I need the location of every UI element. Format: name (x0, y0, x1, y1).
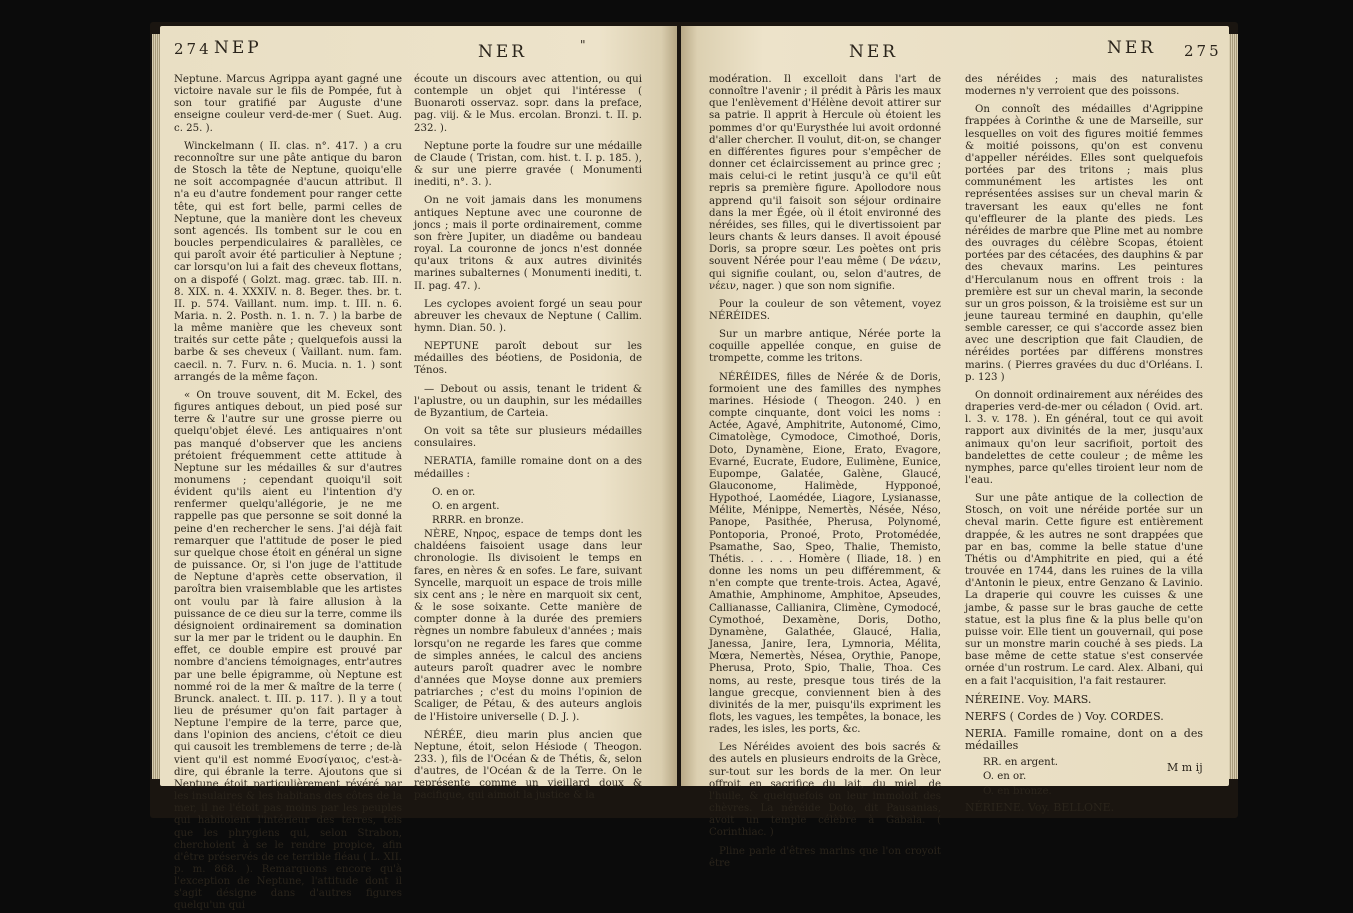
dictionary-entry: NERFS ( Cordes de ) Voy. CORDES. (965, 709, 1164, 723)
left-header-title-2: NER (478, 42, 528, 62)
right-page-number: 275 (1184, 42, 1222, 60)
paragraph: des néréides ; mais des naturalistes modernes n'y verroient que des poissons. (965, 74, 1203, 98)
paragraph: Pour la couleur de son vêtement, voyez NÉRÉIDES. (709, 298, 941, 322)
paragraph: NÉRÉIDES, filles de Nérée & de Doris, formoient une des familles des nymphes marines. Hésiode ( Theogon. 240. ) en compte cinquante, dont voici les noms : Actée, Agavé, Amphitrite, Autonomé, Cimo, Cimatolège, Cymodoce, Cimothoé, Doris, Doto, Dynamène, Eione, Erato, Evagore, Evarné, Eucrate, Eudore, Eulimène, Eunice, Eupompe, Galatée, Galène, Glaucé, Glauconome, Halimède, Hypponoé, Hypothoé, Laomédée, Liagore, Lysianasse, Mélite, Ménippe, Nemertès, Nésée, Néso, Panope, Pasithée, Pherusa, Polynomé, Pontoporia, Pronoé, Proto, Protomédée, Psamathe, Sao, Speo, Thalie, Themisto, Thétis. . . . . . Homère ( Iliade, 18. ) en donne les noms un peu différemment, & n'en compte que trente-trois. Actea, Agavé, Amathie, Amphinome, Amphitoe, Apseudes, Callianasse, Callianira, Climène, Cymodocé, Cymothoé, Dexamène, Doris, Dotho, Dynamène, Galathée, Glaucé, Halia, Janessa, Janire, Iera, Lymnoria, Mélita, Mœra, Nemertès, Nésea, Orythie, Panope, Pherusa, Proto, Spio, Thalie, Thoa. Ces noms, au reste, presque tous tirés de la langue grecque, conviennent bien à des divinités de la mer, puisqu'ils expriment les flots, les vagues, les tempêtes, la bonace, les rades, les isles, les ports, &c. (709, 371, 941, 736)
signature-mark: M m ij (1167, 761, 1203, 774)
paragraph: NÈRE, Νηρος, espace de temps dont les chaldéens faisoient usage dans leur chronologie. Ils divisoient le temps en fares, en nères & en sofes. Le fare, suivant Syncelle, marquoit un espace de trois mille six cent ans ; le nère en marquoit six cent, & le sose soixante. Cette manière de compter donne à la durée des premiers règnes un nombre fabuleux d'années ; mais lorsqu'on ne regarde les fares que comme de simples années, le calcul des anciens auteurs paroît quadrer avec le nombre d'années que Moyse donne aux premiers patriarches ; c'est du moins l'opinion de Scaliger, de Pétau, & des auteurs anglois de l'Histoire universelle ( D. J. ). (414, 529, 642, 723)
right-column-2 (965, 74, 1203, 814)
paragraph: On voit sa tête sur plusieurs médailles consulaires. (414, 426, 642, 450)
paragraph: Les Néréides avoient des bois sacrés & des autels en plusieurs endroits de la Grèce, sur-tout sur les bords de la mer. On leur offroit en sacrifice du lait, du miel, de l'huile, & quelquefois on leur immoloit des chèvres. La néréide Doto, dit Pausanias, avoit un temple célèbre à Gabala. ( Corinthiac. ) (709, 742, 941, 839)
left-page-number: 274 (174, 40, 212, 58)
medal-rarity-item: O. en or. (983, 771, 1027, 783)
paragraph: NÉRÉE, dieu marin plus ancien que Neptune, étoit, selon Hésiode ( Theogon. 233. ), fils de l'Océan & de Thétis, &, selon d'autres, de l'Océan & de la Terre. On le représente comme un vieillard doux & pacifique, qui aimoit la justice & la (414, 729, 642, 802)
right-page-edges (1229, 34, 1238, 779)
paragraph: Neptune porte la foudre sur une médaille de Claude ( Tristan, com. hist. t. I. p. 185. ), & sur une pierre gravée ( Monumenti inediti, n°. 3. ). (414, 140, 642, 189)
quote-mark: " (580, 38, 589, 52)
medal-rarity-item: RRRR. en bronze. (432, 515, 524, 526)
left-running-head (160, 40, 677, 70)
medal-rarity-item: O. en or. (432, 486, 476, 498)
medal-rarity-item: RR. en argent. (983, 757, 1059, 769)
paragraph: Pline parle d'êtres marins que l'on croyoit être (709, 845, 941, 869)
left-page (160, 26, 677, 912)
left-header-title: NEP (214, 38, 262, 58)
paragraph: Sur une pâte antique de la collection de Stosch, on voit une néréide portée sur un cheval marin. Cette figure est entièrement drappée, & les autres ne sont drappées que par en bas, comme la belle statue d'une Thétis ou d'Amphitrite en pied, qui a été trouvée en 1744, dans les ruines de la villa d'Antonin le pieux, entre Genzano & Lavinio. La draperie qui couvre les cuisses & une jambe, & passe sur le bras gauche de cette statue, est la plus fine & la plus belle qu'on puisse voir. Elle tient un gouvernail, qui pose sur un monstre marin couché à ses pieds. La base même de cette statue s'est conservée ornée d'un rostrum. Le card. Alex. Albani, qui en a fait l'acquisition, l'a fait restaurer. (965, 493, 1203, 687)
left-page-edges (152, 34, 160, 779)
left-column-1 (174, 74, 403, 912)
paragraph: Sur un marbre antique, Nérée porte la coquille appellée conque, en guise de trompette, comme les tritons. (709, 329, 941, 365)
paragraph: NEPTUNE paroît debout sur les médailles des béotiens, de Posidonia, de Ténos. (414, 341, 642, 377)
left-column-2 (414, 74, 642, 802)
right-header-title: NER (849, 42, 899, 62)
medal-rarity-item: O. en argent. (432, 500, 500, 512)
right-column-1 (709, 74, 941, 869)
paragraph: On ne voit jamais dans les monumens antiques Neptune avec une couronne de joncs ; mais il porte ordinairement, comme son frère Jupiter, un diadême ou bandeau royal. La couronne de joncs n'est donnée qu'aux tritons & aux autres divinités marines subalternes ( Monumenti inediti, t. II. pag. 47. ). (414, 195, 642, 292)
paragraph: modération. Il excelloit dans l'art de connoître l'avenir ; il prédit à Pâris les maux que l'enlèvement d'Hélène devoit attirer sur sa patrie. Il apprit à Hercule où étoient les pommes d'or qu'Eurysthée lui avoit ordonné d'aller chercher. Il voulut, dit-on, se changer en différentes figures pour s'empêcher de donner cet éclaircissement au prince grec ; mais celui-ci le retint jusqu'à ce qu'il eût repris sa première figure. Apollodore nous apprend qu'il faisoit son séjour ordinaire dans la mer Égée, où il étoit environné des néréides, ses filles, qui le divertissoient par leurs chants & leurs danses. Il avoit épousé Doris, sa propre sœur. Les poètes ont pris souvent Nérée pour l'eau même ( De νάειν, qui signifie coulant, ou, selon d'autres, de νέειν, nager. ) que son nom signifie. (709, 74, 941, 292)
paragraph: — Debout ou assis, tenant le trident & l'aplustre, ou un dauphin, sur les médailles de Byzantium, de Carteia. (414, 383, 642, 419)
paragraph: On connoît des médailles d'Agrippine frappées à Corinthe & une de Marseille, sur lesquelles on voit des figures moitié femmes & moitié poissons, qu'on est convenu d'appeller néréides. Elles sont quelquefois portées par des tritons ; mais plus communément les artistes les ont représentées assises sur un cheval marin & traversant les eaux qu'elles ne font qu'effleurer de la plante des pieds. Les néréides de marbre que Pline met au nombre des ouvrages du célèbre Scopas, étoient portées par des cétacées, des dauphins & par des chevaux marins. Les peintures d'Herculanum nous en offrent trois : la première est sur un cheval marin, la seconde sur un gros poisson, & la troisième est sur un jeune taureau terminé en dauphin, qu'elle semble caresser, ce qui s'accorde assez bien avec une description que fait Claudien, de néréides portées par différens monstres marins. ( Pierres gravées du duc d'Orléans. I. p. 123 ) (965, 104, 1203, 383)
paragraph: Les cyclopes avoient forgé un seau pour abreuver les chevaux de Neptune ( Callim. hymn. Dian. 50. ). (414, 298, 642, 334)
paragraph: On donnoit ordinairement aux néréides des draperies verd-de-mer ou céladon ( Ovid. art. l. 3. v. 178. ). En général, tout ce qui avoit rapport aux divinités de la mer, jusqu'aux animaux qu'on leur sacrifioit, portoit des bandelettes de cette couleur ; de même les nymphes, parce qu'elles tiroient leur nom de l'eau. (965, 389, 1203, 486)
paragraph: Neptune. Marcus Agrippa ayant gagné une victoire navale sur le fils de Pompée, fut à son tour gratifié par Auguste d'une enseigne couleur verd-de-mer ( Suet. Aug. c. 25. ). (174, 74, 402, 134)
right-page (681, 26, 1229, 869)
right-header-title-2: NER (1107, 38, 1157, 58)
dictionary-entry: NÉREINE. Voy. MARS. (965, 692, 1092, 706)
paragraph: Winckelmann ( II. clas. n°. 417. ) a cru reconnoître sur une pâte antique du baron de Stosch la tête de Neptune, quoiqu'elle ne soit accompagnée d'aucun attribut. Il n'a eu d'autre fondement pour ranger cette tête, qui est fort belle, parmi celles de Neptune, que la manière dont les cheveux sont agencés. Ils tombent sur le cou en boucles perpendiculaires & parallèles, ce qui paroît avoir été particulier à Neptune ; car lorsqu'on lui a fait des cheveux flottans, on a dispofé ( Golzt. mag. græc. tab. III. n. 8. XIX. n. 4. XXXIV. n. 8. Beger. thes. br. t. II. p. 574. Vaillant. num. imp. t. III. n. 6. Maria. n. 2. Posth. n. 1. n. 7. ) la barbe de la même manière que les cheveux sont traités sur cette pâte ; quelquefois aussi la barbe & ses cheveux ( Vaillant. num. fam. caecil. n. 7. Furv. n. 6. Mucia. n. 1. ) sont arrangés de la même façon. (174, 140, 402, 383)
dictionary-entry: NÉRIENE. Voy. BELLONE. (965, 800, 1115, 814)
paragraph: NERATIA, famille romaine dont on a des médailles : (414, 456, 642, 480)
paragraph: écoute un discours avec attention, ou qui contemple un objet qui l'intéresse ( Buonaroti osservaz. sopr. dans la preface, pag. viij. & le Mus. ercolan. Bronzi. t. II. p. 232. ). (414, 74, 642, 134)
paragraph: « On trouve souvent, dit M. Eckel, des figures antiques debout, un pied posé sur terre & l'autre sur une grosse pierre ou quelqu'objet élevé. Les antiquaires n'ont pas manqué d'observer que les anciens prétoient fréquemment cette attitude à Neptune sur les médailles & sur d'autres monumens ; cependant quoiqu'il soit évident qu'ils aient eu l'intention d'y renfermer quelqu'allégorie, je ne me rappelle pas que personne se soit donné la peine d'en rechercher le sens. J'ai déjà fait remarquer que l'attitude de poser le pied sur quelque chose étoit en général un signe de puissance. Or, si l'on juge de l'attitude de Neptune d'après cette observation, il paroîtra bien vraisemblable que les artistes ont voulu par là faire allusion à la puissance de ce dieu sur la terre, comme ils désignoient ordinairement sa domination sur la mer par le trident ou le dauphin. En effet, ce double empire est prouvé par nombre d'anciens témoignages, entr'autres par une belle épigramme, où Neptune est nommé roi de la mer & maître de la terre ( Brunck. analect. t. III. p. 117. ). Il y a tout lieu de présumer qu'on fait partager à Neptune l'empire de la terre, parce que, dans l'opinion des anciens, c'étoit ce dieu qui causoit les tremblemens de terre ; de-là vient qu'il est nommé Ενοσίγαιος, c'est-à-dire, qui ébranle la terre. Ajoutons que si Neptune étoit particulièrement révéré par les insulaires & les habitans des côtes de la mer, il ne l'étoit pas moins par les peuples qui habitoient l'intérieur des terres, tels que les phrygiens qui, selon Strabon, cherchoient à se le rendre propice, afin d'être préservés de ce terrible fléau ( L. XII. p. m. 868. ). Remarquons encore qu'à l'exception de Neptune, l'attitude dont il s'agit désigne dans d'autres figures quelqu'un qui (174, 389, 403, 912)
right-running-head (681, 40, 1229, 70)
medal-rarity-item: O. en bronze. (983, 785, 1052, 797)
dictionary-entry: NERIA. Famille romaine, dont on a des médailles (965, 726, 1203, 753)
